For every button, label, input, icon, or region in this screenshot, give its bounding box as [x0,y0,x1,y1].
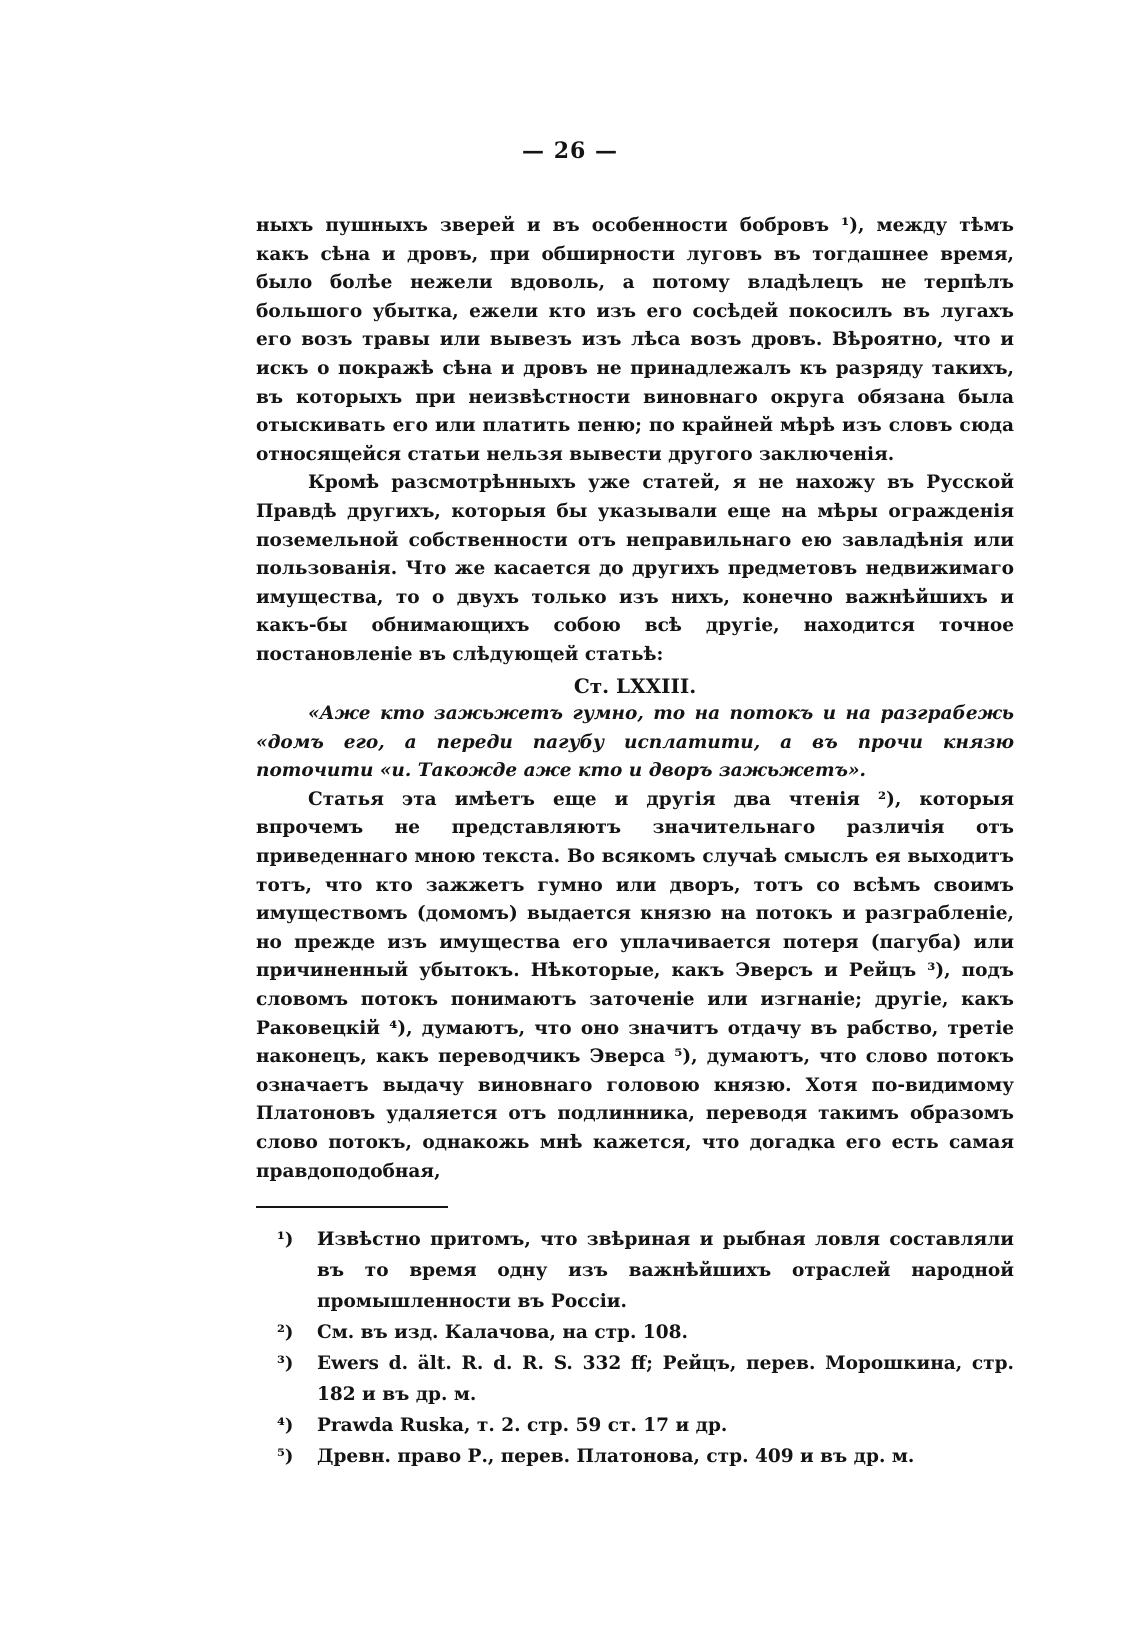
footnote-text: Извѣстно притомъ, что звѣриная и рыбная ловля составляли въ то время одну изъ важнѣйшихъ отраслей народной промышленности въ Россіи. [317,1229,1014,1312]
footnote-text: Древн. право Р., перев. Платонова, стр. 409 и въ др. м. [317,1446,915,1467]
footnote-text: Ewers d. ält. R. d. R. S. 332 ff; Рейцъ, перев. Морошкина, стр. 182 и въ др. м. [317,1353,1014,1405]
footnote-text: См. въ изд. Калачова, на стр. 108. [317,1322,688,1343]
footnote-marker: ¹) [277,1229,294,1250]
page-number: — 26 — [522,138,618,164]
paragraph: Кромѣ разсмотрѣнныхъ уже статей, я не нахожу въ Русской Правдѣ другихъ, которыя бы указывали еще на мѣры огражденія поземельной собственности отъ неправильнаго ею завладѣнія или пользованія. Что же касается до другихъ предметовъ недвижимаго имущества, то о двухъ только изъ нихъ, конечно важнѣйшихъ и какъ-бы обнимающихъ собою всѣ другіе, находится точное постановленіе въ слѣдующей статьѣ: [256,472,1014,665]
footnote-marker: ⁴) [277,1415,294,1436]
paragraph: ныхъ пушныхъ зверей и въ особенности бобровъ ¹), между тѣмъ какъ сѣна и дровъ, при обширности луговъ въ тогдашнее время, было болѣе нежели вдоволь, а потому владѣлецъ не терпѣлъ большого убытка, ежели кто изъ его сосѣдей покосилъ въ лугахъ его возъ травы или вывезъ изъ лѣса возъ дровъ. Вѣроятно, что и искъ о покражѣ сѣна и дровъ не принадлежалъ къ разряду такихъ, въ которыхъ при неизвѣстности виновнаго округа обязана была отыскивать его или платить пеню; по крайней мѣрѣ изъ словъ сюда относящейся статьи нельзя вывести другого заключенія. [256,215,1014,465]
article-quote: «Аже кто зажьжетъ гумно, то на потокъ и на разграбежь «домъ его, а переди пагубу исплатити, а въ прочи князю поточити «и. Такожде аже кто и дворъ зажьжетъ». [256,703,1014,782]
footnote-text: Prawda Ruska, т. 2. стр. 59 ст. 17 и др. [317,1415,728,1436]
article-heading: Ст. LXXIII. [573,673,697,698]
footnote-marker: ³) [277,1353,294,1374]
footnote [277,1410,1014,1441]
footnote-separator [256,1206,448,1208]
footnote [277,1317,1014,1348]
footnote-marker: ⁵) [277,1446,294,1467]
footnote [277,1441,1014,1472]
footnotes [277,1224,1014,1472]
main-text [256,212,1014,1186]
footnote [277,1348,1014,1410]
footnote [277,1224,1014,1317]
footnote-marker: ²) [277,1322,294,1343]
paragraph: Статья эта имѣетъ еще и другія два чтенія ²), которыя впрочемъ не представляютъ значительнаго различія отъ приведеннаго мною текста. Во всякомъ случаѣ смыслъ ея выходитъ тотъ, что кто зажжетъ гумно или дворъ, тотъ со всѣмъ своимъ имуществомъ (домомъ) выдается князю на потокъ и разграбленіе, но прежде изъ имущества его уплачивается потеря (пагуба) или причиненный убытокъ. Нѣкоторые, какъ Эверсъ и Рейцъ ³), подъ словомъ потокъ понимаютъ заточеніе или изгнаніе; другіе, какъ Раковецкій ⁴), думаютъ, что оно значитъ отдачу въ рабство, третіе наконецъ, какъ переводчикъ Эверса ⁵), думаютъ, что слово потокъ означаетъ выдачу виновнаго головою князю. Хотя по-видимому Платоновъ удаляется отъ подлинника, переводя такимъ образомъ слово потокъ, однакожь мнѣ кажется, что догадка его есть самая правдоподобная, [256,788,1014,1182]
